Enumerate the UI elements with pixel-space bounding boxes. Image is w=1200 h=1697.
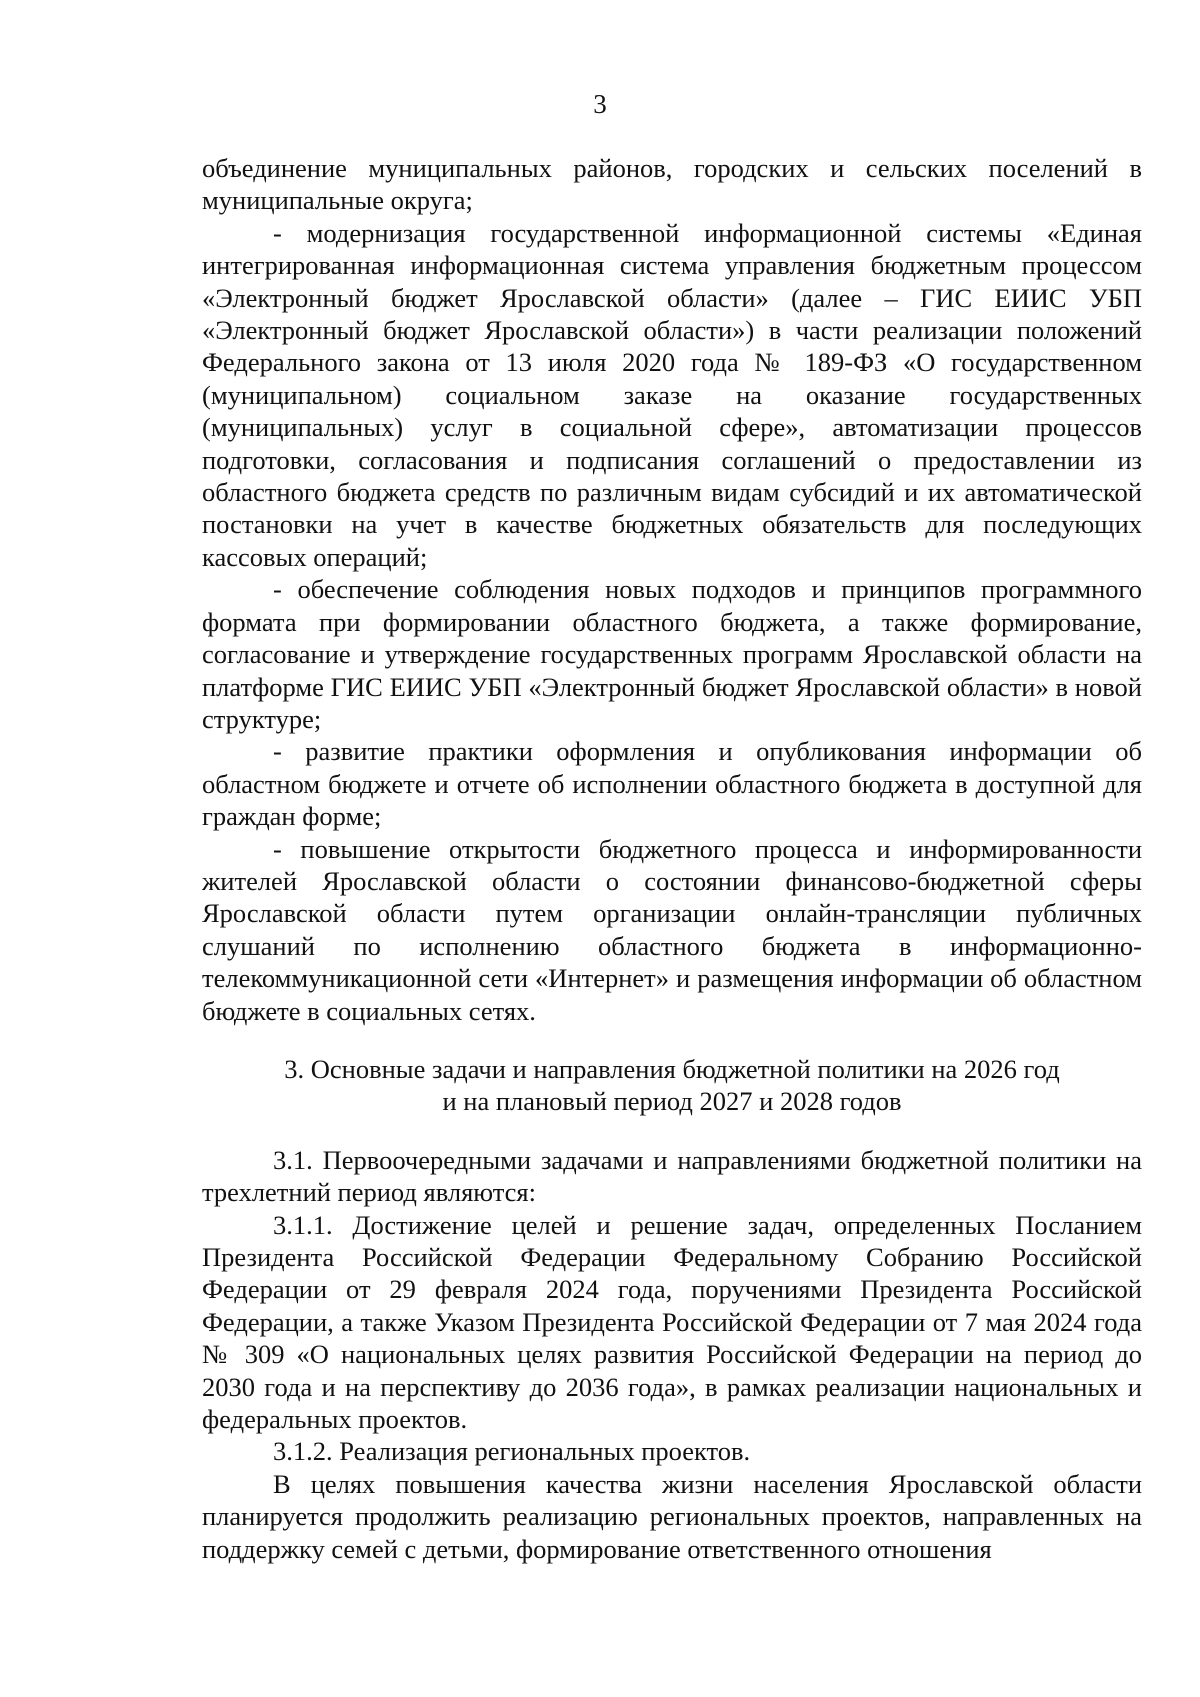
paragraph-continuation: объединение муниципальных районов, городских и сельских поселений в муниципальные округа;	[202, 153, 1142, 216]
paragraph-citizen-budget: - развитие практики оформления и опубликования информации об областном бюджете и отчете об исполнении областного бюджета в доступной для граждан форме;	[202, 736, 1142, 832]
paragraph-3-1-2: 3.1.2. Реализация региональных проектов.	[273, 1436, 751, 1467]
section-heading-line-2: и на плановый период 2027 и 2028 годов	[442, 1086, 902, 1117]
section-heading-line-1: 3. Основные задачи и направления бюджетной политики на 2026 год	[284, 1053, 1060, 1084]
paragraph-regional-projects: В целях повышения качества жизни населения Ярославской области планируется продолжить реализацию региональных проектов, направленных на поддержку семей с детьми, формирование ответственного отношения	[202, 1468, 1142, 1564]
paragraph-3-1: 3.1. Первоочередными задачами и направлениями бюджетной политики на трехлетний период являются:	[202, 1144, 1142, 1208]
section-heading	[202, 1027, 1142, 1144]
page-number: 3	[593, 89, 607, 119]
paragraph-program-format: - обеспечение соблюдения новых подходов и принципов программного формата при формировании областного бюджета, а также формирование, согласование и утверждение государственных программ Ярославской области на платформе ГИС ЕИИС УБП «Электронный бюджет Ярославской области» в новой структуре;	[202, 574, 1142, 734]
paragraph-gis-modernization: - модернизация государственной информационной системы «Единая интегрированная информационная система управления бюджетным процессом «Электронный бюджет Ярославской области» (далее – ГИС ЕИИС УБП «Электронный бюджет Ярославской области») в части реализации положений Федерального закона от 13 июля 2020 года № 189-ФЗ «О государственном (муниципальном) социальном заказе на оказание государственных (муниципальных) услуг в социальной сфере», автоматизации процессов подготовки, согласования и подписания соглашений о предоставлении из областного бюджета средств по различным видам субсидий и их автоматической постановки на учет в качестве бюджетных обязательств для последующих кассовых операций;	[202, 217, 1142, 572]
document-body	[202, 152, 1142, 1565]
paragraph-3-1-1: 3.1.1. Достижение целей и решение задач, определенных Посланием Президента Российской Федерации Федеральному Собранию Российской Федерации от 29 февраля 2024 года, поручениями Президента Российской Федерации, а также Указом Президента Российской Федерации от 7 мая 2024 года № 309 «О национальных целях развития Российской Федерации на период до 2030 года и на перспективу до 2036 года», в рамках реализации национальных и федеральных проектов.	[202, 1209, 1142, 1435]
paragraph-openness: - повышение открытости бюджетного процесса и информированности жителей Ярославской области о состоянии финансово-бюджетной сферы Ярославской области путем организации онлайн-трансляции публичных слушаний по исполнению областного бюджета в информационно-телекоммуникационной сети «Интернет» и размещения информации об областном бюджете в социальных сетях.	[202, 833, 1142, 1026]
